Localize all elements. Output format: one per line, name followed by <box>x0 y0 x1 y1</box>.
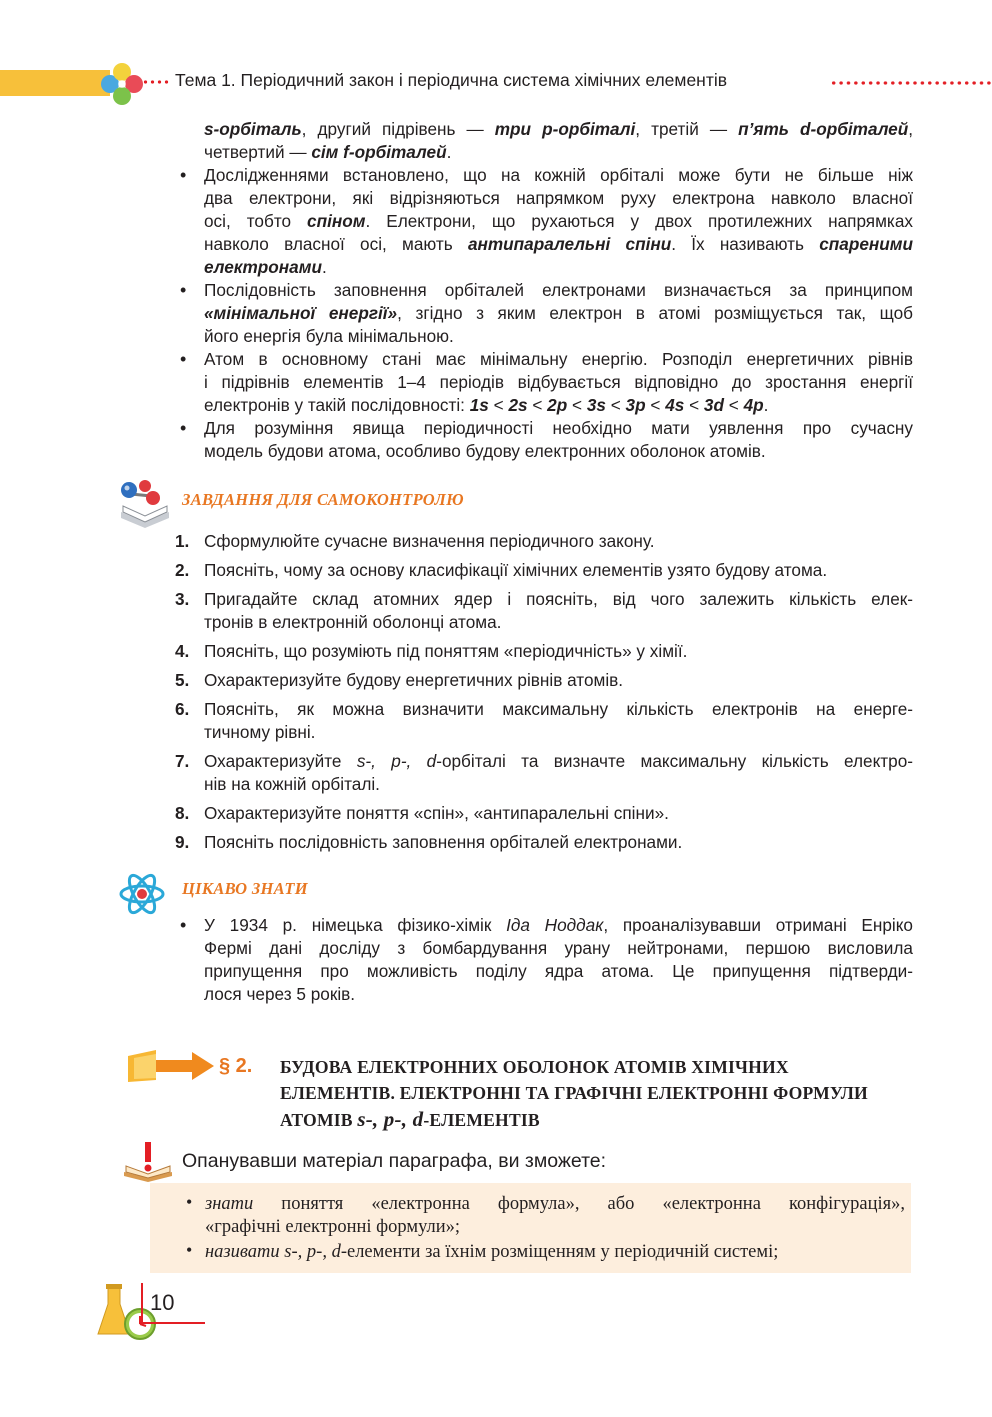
task-item <box>204 559 913 582</box>
text-line: тичному рівні. <box>204 722 316 742</box>
sequence-separator: < <box>488 395 509 415</box>
bullet-icon: • <box>180 418 187 438</box>
sequence-separator: < <box>567 395 587 415</box>
energy-sequence <box>470 395 764 415</box>
sequence-separator: < <box>684 395 704 415</box>
text-line: четвертий — сім f-орбіталей. <box>204 142 452 162</box>
task-item <box>204 750 913 796</box>
goal-item <box>205 1192 905 1238</box>
footer-line-vertical <box>141 1283 143 1323</box>
book-arrow-icon <box>126 1046 216 1086</box>
sequence-term: 2s <box>508 395 528 415</box>
text-line: називати s-, p-, d-елементи за їхнім розміщенням у періодичній системі; <box>205 1242 779 1262</box>
bullet-icon: • <box>186 1192 193 1212</box>
text-line <box>204 750 913 773</box>
sequence-term: 4p <box>743 395 764 415</box>
sequence-term: 1s <box>469 395 489 415</box>
text-line: лося через 5 років. <box>204 984 356 1004</box>
sequence-term: 4s <box>665 395 685 415</box>
paragraph-number: § 2. <box>219 1055 253 1077</box>
text-line: Поясніть послідовність заповнення орбіталей електронами. <box>204 832 683 852</box>
text-line: тронів в електронній оболонці атома. <box>204 612 502 632</box>
footer-line-horizontal <box>141 1322 205 1324</box>
paragraph-title-line: ЕЛЕМЕНТІВ. ЕЛЕКТРОННІ ТА ГРАФІЧНІ ЕЛЕКТРОННІ ФОРМУЛИ <box>280 1083 868 1103</box>
page-number: 10 <box>150 1290 175 1315</box>
task-number: 7. <box>175 751 190 771</box>
text-line: Охарактеризуйте поняття «спін», «антипаралельні спіни». <box>204 803 669 823</box>
text-line: і підрівнів елементів 1–4 періодів відбувається відповідно до зростання енергії <box>204 372 913 392</box>
bullet-icon: • <box>180 280 187 300</box>
text-line: припущення про можливість поділу ядра атома. Це припущення підтверди- <box>204 961 913 981</box>
task-number: 5. <box>175 670 190 690</box>
text-line: «графічні електронні формули»; <box>205 1217 461 1237</box>
task-number: 8. <box>175 803 190 823</box>
sequence-term: 2p <box>547 395 568 415</box>
text-line: його енергія була мінімальною. <box>204 326 454 346</box>
bullet-item <box>204 417 913 463</box>
task-item <box>204 831 913 854</box>
bullet-icon: • <box>180 915 187 935</box>
intro-paragraph <box>204 118 913 164</box>
sequence-term: 3d <box>703 395 724 415</box>
page-header-title: Тема 1. Періодичний закон і періодична система хімічних елементів <box>175 70 728 90</box>
task-number: 6. <box>175 699 190 719</box>
bullet-icon: • <box>180 349 187 369</box>
task-item <box>204 698 913 744</box>
sequence-separator: < <box>645 395 666 415</box>
task-item <box>204 530 913 553</box>
bullet-icon: • <box>186 1240 193 1260</box>
text-line: s-орбіталь, другий підрівень — три р-орбіталі, третій — п’ять d-орбіталей, <box>204 119 913 139</box>
paragraph-title-line: БУДОВА ЕЛЕКТРОННИХ ОБОЛОНОК АТОМІВ ХІМІЧНИХ <box>280 1057 789 1077</box>
text-line: Поясніть, чому за основу класифікації хімічних елементів узято будову атома. <box>204 560 828 580</box>
bullet-item <box>204 164 913 279</box>
header-dots-right <box>830 80 992 86</box>
text-line: Послідовність заповнення орбіталей електронами визначається за принципом <box>204 280 913 300</box>
text-fragment: Охарактеризуйте <box>204 751 357 771</box>
text-line: електронами. <box>204 257 327 277</box>
sequence-term: 3s <box>586 395 606 415</box>
sequence-separator: < <box>723 395 744 415</box>
text-line: знати поняття «електронна формула», або «електронна конфігурація», <box>205 1194 905 1214</box>
text-fragment: -орбіталі та визначте максимальну кількість електро- <box>436 751 913 771</box>
text-line: Поясніть, як можна визначити максимальну кількість електронів на енерге- <box>204 699 913 719</box>
text-line: Охарактеризуйте будову енергетичних рівнів атомів. <box>204 670 624 690</box>
sequence-separator: < <box>527 395 548 415</box>
task-number: 9. <box>175 832 190 852</box>
text-line: модель будови атома, особливо будову електронних оболонок атомів. <box>204 441 766 461</box>
text-line: електронів у такій послідовності: 1s < 2s < 2p < 3s < 3p < 4s < 3d < 4p. <box>204 395 769 415</box>
task-item <box>204 640 913 663</box>
text-line: Атом в основному стані має мінімальну енергію. Розподіл енергетичних рівнів <box>204 349 913 369</box>
text-line: Дослідженнями встановлено, що на кожній орбіталі може бути не більше ніж <box>204 165 913 185</box>
task-item <box>204 669 913 692</box>
goal-item <box>205 1240 905 1263</box>
paragraph-intro: Опанувавши матеріал параграфа, ви зможете: <box>182 1150 607 1172</box>
bullet-item <box>204 348 913 417</box>
attention-book-icon <box>122 1142 178 1184</box>
text-line: Поясніть, що розуміють під поняттям «періодичність» у хімії. <box>204 641 688 661</box>
text-line: У 1934 р. німецька фізико-хімік Іда Ноддак, проаналізувавши отримані Енріко <box>204 915 913 935</box>
sequence-term: 3p <box>625 395 646 415</box>
book-molecule-icon <box>115 476 175 530</box>
text-fragment: s-, p-, d <box>356 751 437 771</box>
bullet-item <box>204 279 913 348</box>
sequence-separator: < <box>605 395 626 415</box>
task-number: 4. <box>175 641 190 661</box>
text-line: Сформулюйте сучасне визначення періодичного закону. <box>204 531 655 551</box>
paragraph-title <box>280 1054 920 1133</box>
task-item <box>204 588 913 634</box>
header-dots-left <box>142 79 170 85</box>
text-line: осі, тобто спіном. Електрони, що рухаються у двох протилежних напрямках <box>204 211 913 231</box>
task-item <box>204 802 913 825</box>
paragraph-title-line: АТОМІВ s-, p-, d-ЕЛЕМЕНТІВ <box>280 1107 540 1131</box>
text-line: нів на кожній орбіталі. <box>204 774 380 794</box>
task-number: 1. <box>175 531 190 551</box>
interesting-paragraph <box>204 914 913 1006</box>
self-control-title: ЗАВДАННЯ ДЛЯ САМОКОНТРОЛЮ <box>182 490 464 509</box>
text-line: Для розуміння явища періодичності необхідно мати уявлення про сучасну <box>204 418 913 438</box>
task-number: 2. <box>175 560 190 580</box>
text-line: навколо власної осі, мають антипаралельні спіни. Їх називають спареними <box>204 234 913 254</box>
text-line: «мінімальної енергії», згідно з яким електрон в атомі розміщується так, щоб <box>204 303 913 323</box>
atom-icon <box>118 870 166 918</box>
bullet-icon: • <box>180 165 187 185</box>
text-line: два електрони, які відрізняються напрямком руху електрона навколо власної <box>204 188 913 208</box>
interesting-title: ЦІКАВО ЗНАТИ <box>182 879 308 898</box>
text-line: Пригадайте склад атомних ядер і поясніть, від чого залежить кількість елек- <box>204 589 913 609</box>
task-number: 3. <box>175 589 190 609</box>
text-line: Фермі дані досліду з бомбардування урану нейтронами, першою висловила <box>204 938 913 958</box>
